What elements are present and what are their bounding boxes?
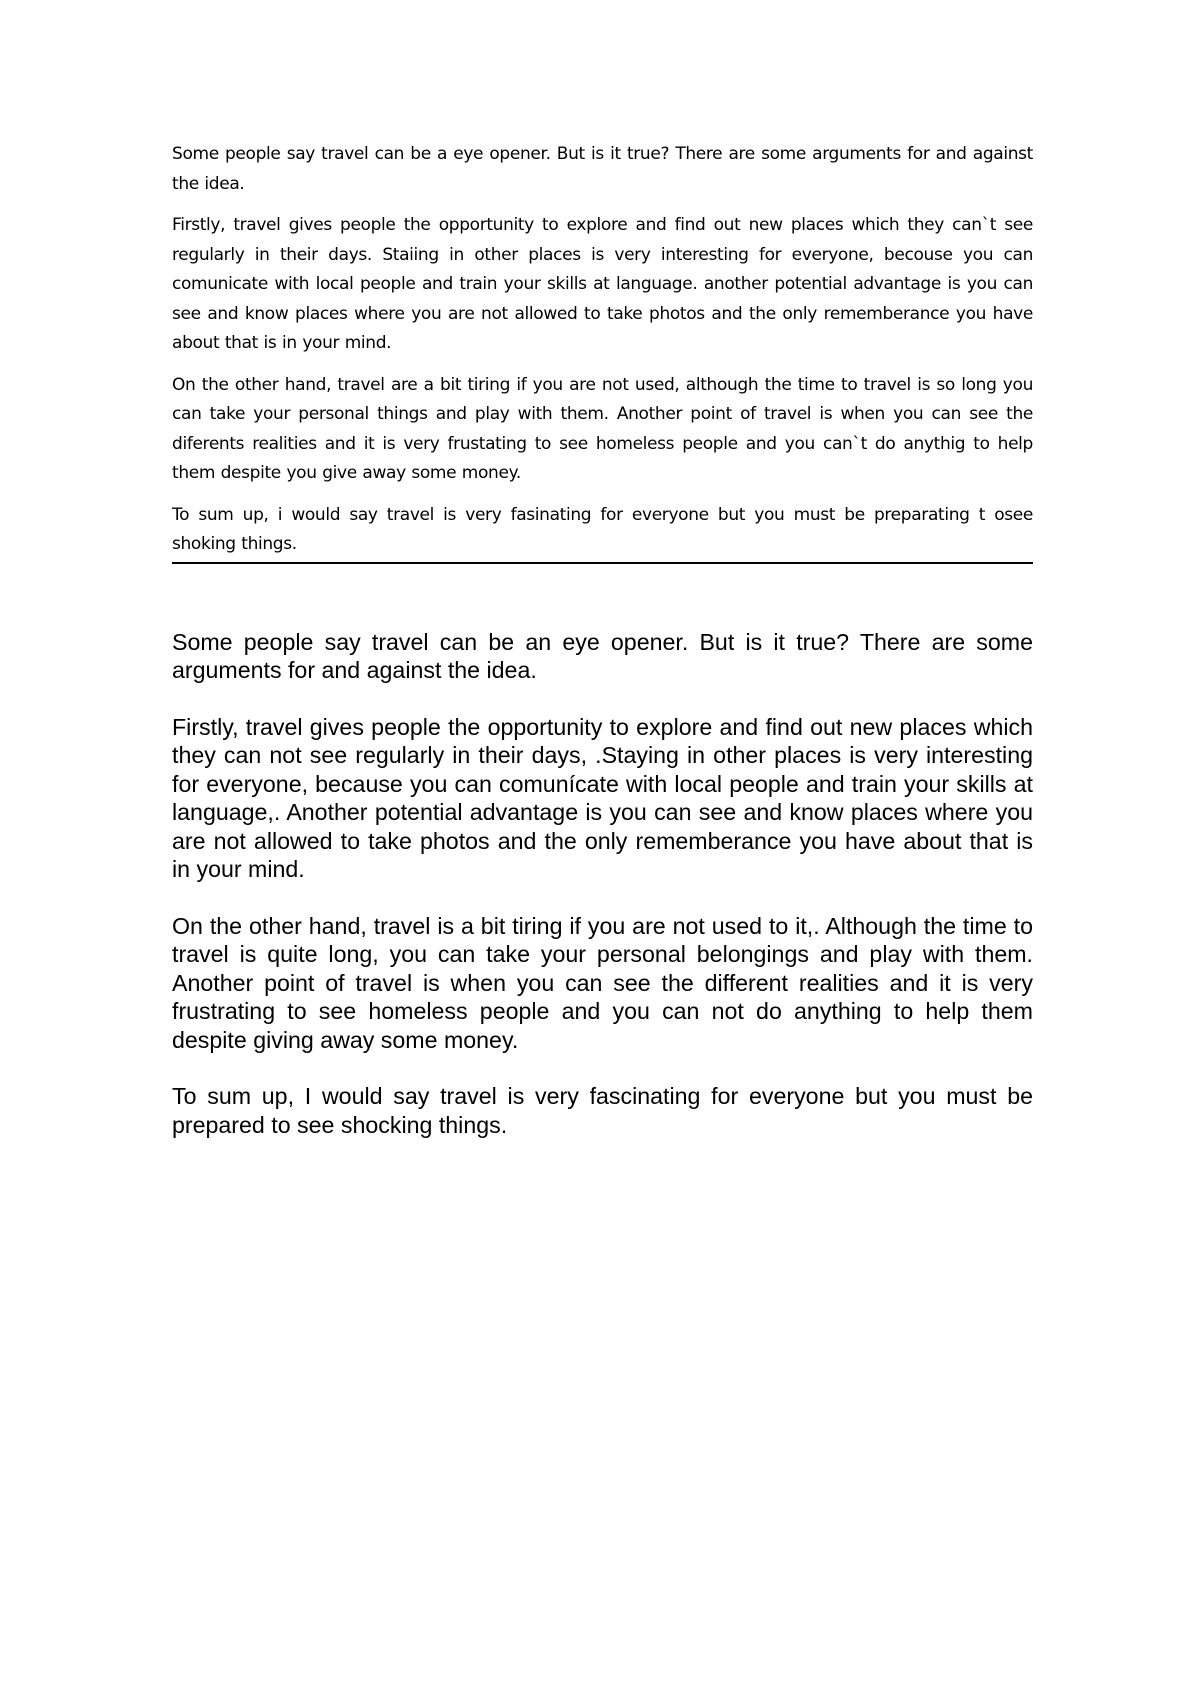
original-paragraph-conclusion: To sum up, i would say travel is very fasinating for everyone but you must be preparating t osee shoking things. (172, 504, 1033, 554)
document-page (172, 140, 1033, 1167)
original-paragraph-disadvantages: On the other hand, travel are a bit tiring if you are not used, although the time to travel is so long you can take your personal things and play with them. Another point of travel is when you can see the diferents realities and it is very frustating to see homeless people and you can`t do anythig to help them despite you give away some money. (172, 374, 1033, 483)
original-paragraph-intro: Some people say travel can be a eye opener. But is it true? There are some arguments for and against the idea. (172, 144, 1033, 194)
section-divider (172, 562, 1033, 564)
corrected-essay (172, 628, 1033, 1140)
corrected-paragraph-intro: Some people say travel can be an eye opener. But is it true? There are some arguments for and against the idea. (172, 628, 1033, 683)
original-essay (172, 140, 1033, 560)
corrected-paragraph-disadvantages: On the other hand, travel is a bit tiring if you are not used to it,. Although the time to travel is quite long, you can take your personal belongings and play with them. Another point of travel is when you can see the different realities and it is very frustrating to see homeless people and you can not do anything to help them despite giving away some money. (172, 912, 1033, 1053)
original-paragraph-advantages: Firstly, travel gives people the opportunity to explore and find out new places which they can`t see regularly in their days. Staiing in other places is very interesting for everyone, becouse you can comunicate with local people and train your skills at language. another potential advantage is you can see and know places where you are not allowed to take photos and the only rememberance you have about that is in your mind. (172, 215, 1033, 353)
corrected-paragraph-conclusion: To sum up, I would say travel is very fascinating for everyone but you must be prepared to see shocking things. (172, 1083, 1033, 1138)
corrected-paragraph-advantages: Firstly, travel gives people the opportunity to explore and find out new places which they can not see regularly in their days, .Staying in other places is very interesting for everyone, because you can comunícate with local people and train your skills at language,. Another potential advantage is you can see and know places where you are not allowed to take photos and the only rememberance you have about that is in your mind. (172, 713, 1033, 882)
